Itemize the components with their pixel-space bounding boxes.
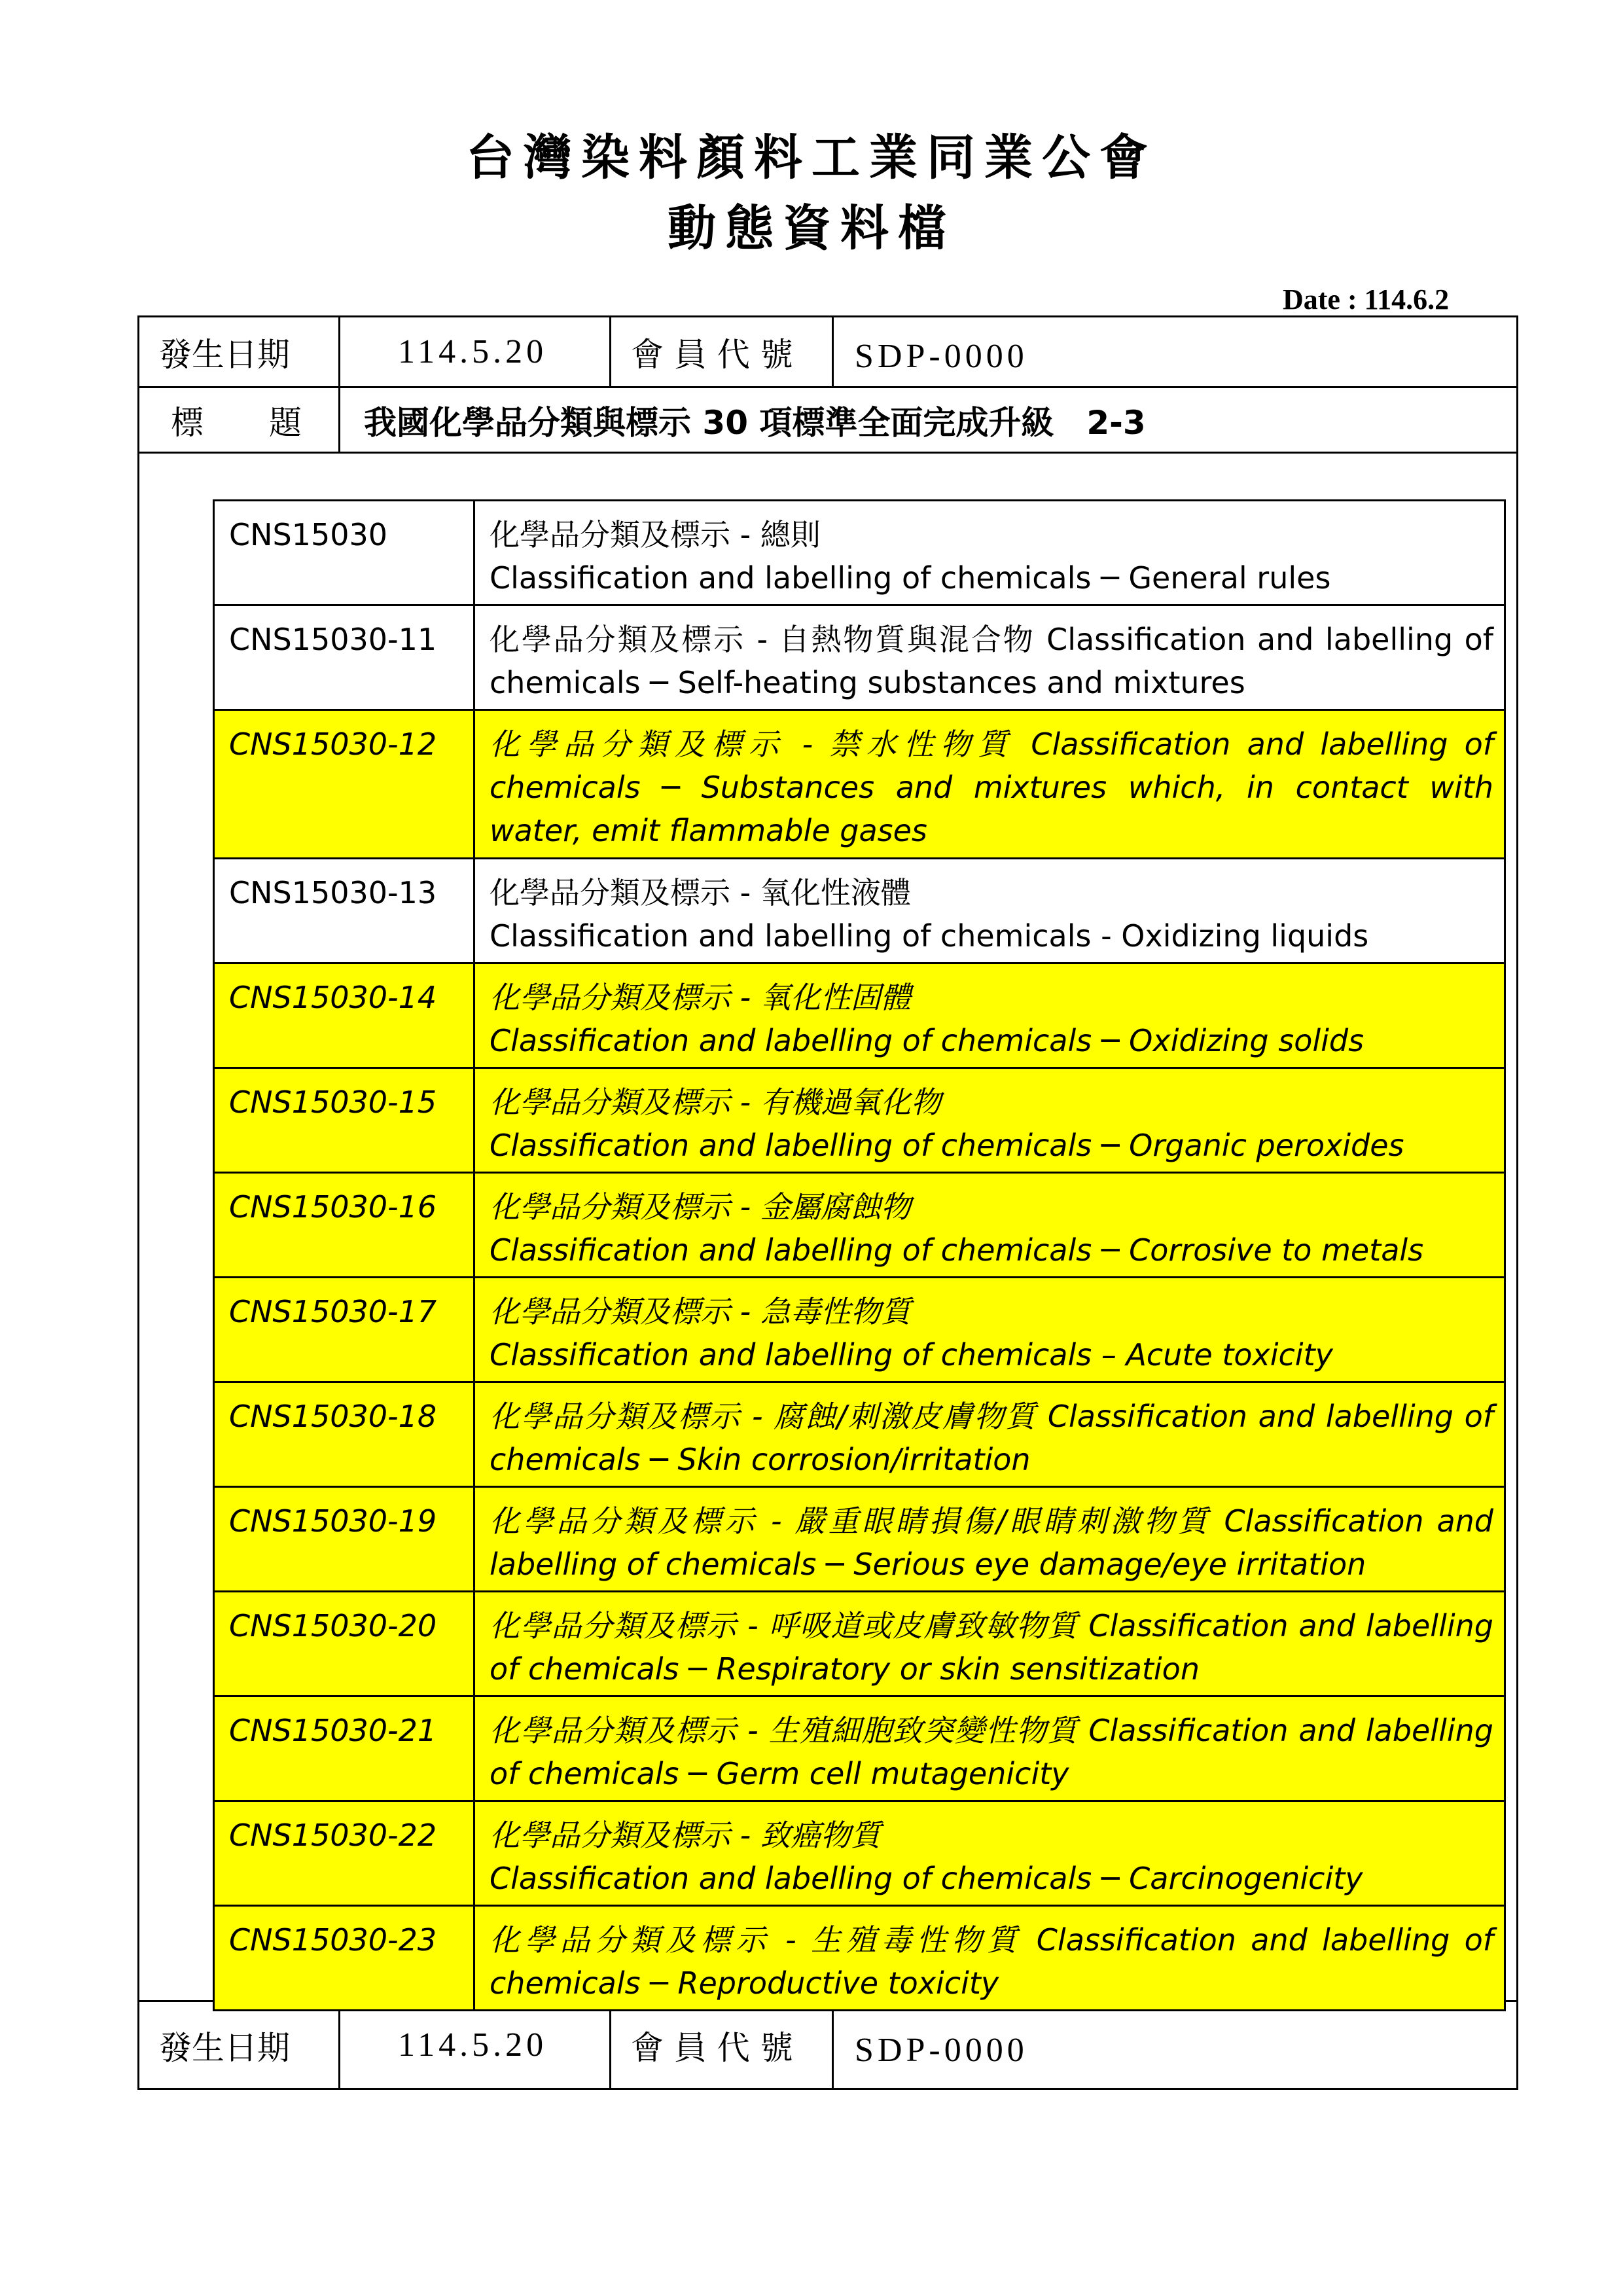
table-row [214,1906,1505,2011]
standard-description: 化學品分類及標示 - 致癌物質 Classification and labelling of chemicals ─ Carcinogenicity [474,1801,1505,1906]
standard-description: 化學品分類及標示 - 有機過氧化物 Classification and labelling of chemicals ─ Organic peroxides [474,1068,1505,1173]
standard-description: 化學品分類及標示 - 生殖細胞致突變性物質 Classification and labelling of chemicals ─ Germ cell mutagenicity [474,1696,1505,1801]
standard-code: CNS15030-13 [214,859,474,963]
standard-code: CNS15030-22 [214,1801,474,1906]
occur-date-value: 114.5.20 [398,333,548,370]
standard-description: 化學品分類及標示 - 自熱物質與混合物 Classification and labelling of chemicals ─ Self-heating substances and mixtures [474,605,1505,710]
standard-description: 化學品分類及標示 - 腐蝕/刺激皮膚物質 Classification and labelling of chemicals ─ Skin corrosion/irritation [474,1382,1505,1487]
table-row [214,1068,1505,1173]
table-row [214,1801,1505,1906]
standard-description: 化學品分類及標示 - 金屬腐蝕物 Classification and labelling of chemicals ─ Corrosive to metals [474,1173,1505,1278]
table-row [214,1382,1505,1487]
subject-row [139,388,1516,454]
member-code-label: 會 員 代 號 [631,335,793,374]
standard-code: CNS15030-21 [214,1696,474,1801]
subject-value: 我國化學品分類與標示 30 項標準全面完成升級 2-3 [364,403,1146,442]
table-row [214,605,1505,710]
standard-description: 化學品分類及標示 - 嚴重眼睛損傷/眼睛刺激物質 Classification and labelling of chemicals ─ Serious eye damage/eye irritation [474,1487,1505,1592]
standard-description: 化學品分類及標示 - 總則 Classification and labelling of chemicals ─ General rules [474,501,1505,605]
standard-description: 化學品分類及標示 - 生殖毒性物質 Classification and labelling of chemicals ─ Reproductive toxicity [474,1906,1505,2011]
subject-label: 標 題 [171,403,302,442]
table-row [214,859,1505,963]
standard-code: CNS15030-15 [214,1068,474,1173]
footer-member-code-label: 會 員 代 號 [631,2028,793,2067]
standard-description: 化學品分類及標示 - 急毒性物質 Classification and labelling of chemicals – Acute toxicity [474,1278,1505,1382]
standard-code: CNS15030-16 [214,1173,474,1278]
table-row [214,963,1505,1068]
standards-table [213,499,1506,2011]
table-row [214,1592,1505,1696]
standard-code: CNS15030-18 [214,1382,474,1487]
footer-member-code-value: SDP-0000 [855,2032,1028,2069]
info-row [139,317,1516,388]
document-date: Date : 114.6.2 [1283,283,1450,315]
standard-description: 化學品分類及標示 - 氧化性固體 Classification and labelling of chemicals ─ Oxidizing solids [474,963,1505,1068]
table-row [214,1173,1505,1278]
standard-code: CNS15030 [214,501,474,605]
table-row [214,1696,1505,1801]
standard-code: CNS15030-23 [214,1906,474,2011]
footer-occur-date-label: 發生日期 [159,2028,290,2067]
standard-description: 化學品分類及標示 - 呼吸道或皮膚致敏物質 Classification and labelling of chemicals ─ Respiratory or skin sensitization [474,1592,1505,1696]
footer-occur-date-value: 114.5.20 [398,2026,548,2064]
occur-date-label: 發生日期 [159,335,290,374]
standard-code: CNS15030-17 [214,1278,474,1382]
document-title: 台灣染料顏料工業同業公會 [466,130,1157,186]
table-row [214,1278,1505,1382]
standard-code: CNS15030-19 [214,1487,474,1592]
footer-row [139,2000,1516,2088]
table-row [214,1487,1505,1592]
table-row [214,710,1505,859]
standard-code: CNS15030-14 [214,963,474,1068]
member-code-value: SDP-0000 [855,338,1028,375]
standard-code: CNS15030-12 [214,710,474,859]
document-subtitle: 動態資料檔 [668,200,955,257]
table-row [214,501,1505,605]
standard-description: 化學品分類及標示 - 禁水性物質 Classification and labelling of chemicals ─ Substances and mixtures which, in contact with water, emit flammable gases [474,710,1505,859]
standard-code: CNS15030-20 [214,1592,474,1696]
standard-description: 化學品分類及標示 - 氧化性液體 Classification and labelling of chemicals - Oxidizing liquids [474,859,1505,963]
standard-code: CNS15030-11 [214,605,474,710]
